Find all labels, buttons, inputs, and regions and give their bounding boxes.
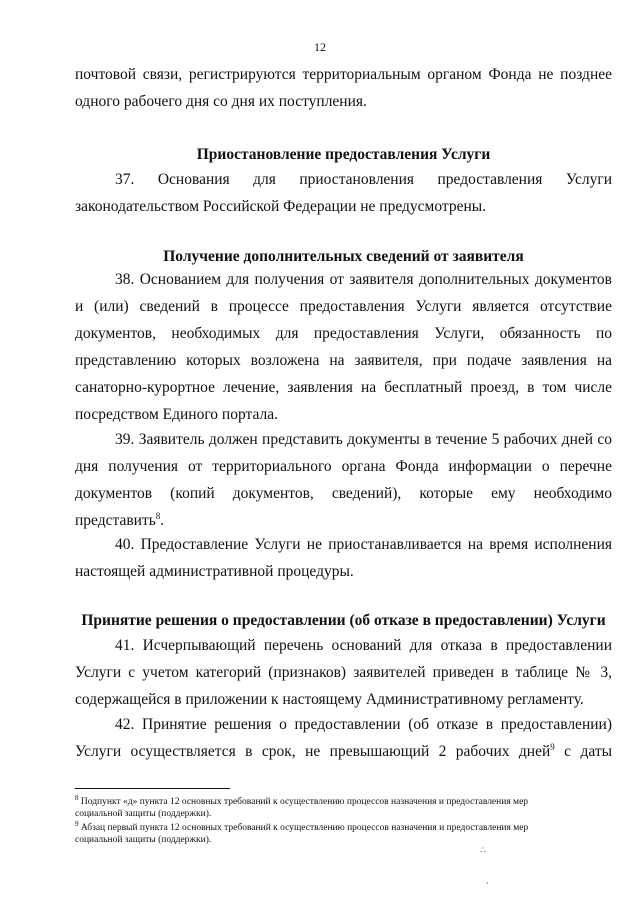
footnote-line xyxy=(75,793,612,808)
text-line: документов, необходимых для предоставления Услуги, обязанность по xyxy=(75,325,612,342)
footnote-8 xyxy=(75,793,612,820)
section-heading-decision: Принятие решения о предоставлении (об отказе в предоставлении) Услуги xyxy=(81,612,606,629)
text-line: законодательством Российской Федерации не предусмотрены. xyxy=(75,198,487,215)
paragraph-41 xyxy=(75,632,612,713)
text-line xyxy=(75,507,612,534)
text-line: и (или) сведений в процессе предоставления Услуги является отсутствие xyxy=(75,298,612,315)
text-line: 37. Основания для приостановления предоставления Услуги xyxy=(115,171,612,188)
paragraph-42 xyxy=(75,711,612,765)
text-line: почтовой связи, регистрируются территориальным органом Фонда не позднее xyxy=(75,66,612,83)
text-line: санаторно-курортное лечение, заявления на бесплатный проезд, в том числе xyxy=(75,379,612,396)
text-line: посредством Единого портала. xyxy=(75,406,278,423)
paragraph-37 xyxy=(75,166,612,220)
text-line: настоящей административной процедуры. xyxy=(75,563,354,580)
text-line: 38. Основанием для получения от заявителя дополнительных документов xyxy=(115,271,612,288)
text-line: 41. Исчерпывающий перечень оснований для отказа в предоставлении xyxy=(115,637,612,654)
text-span: с даты xyxy=(554,743,613,760)
text-line: одного рабочего дня со дня их поступления. xyxy=(75,93,367,110)
footnote-text: Абзац первый пункта 12 основных требований к осуществлению процессов назначения и предоставления мер xyxy=(78,823,529,833)
footnote-number: 9 xyxy=(75,819,79,828)
scan-speck: · xyxy=(486,878,489,888)
footnote-text: Подпункт «д» пункта 12 основных требований к осуществлению процессов назначения и предоставления мер xyxy=(78,797,529,807)
text-line: 40. Предоставление Услуги не приостанавливается на время исполнения xyxy=(115,536,612,553)
footnote-line: социальной защиты (поддержки). xyxy=(75,809,212,819)
text-line xyxy=(75,738,612,765)
footnote-9 xyxy=(75,819,612,846)
paragraph-40 xyxy=(75,531,612,585)
footnote-ref-9: 9 xyxy=(550,741,555,752)
footnote-separator xyxy=(75,788,230,789)
text-line: 39. Заявитель должен представить документы в течение 5 рабочих дней со xyxy=(115,431,612,448)
text-line: документов (копий документов, сведений), которые ему необходимо xyxy=(75,485,612,502)
text-line: содержащейся в приложении к настоящему Административному регламенту. xyxy=(75,691,584,708)
paragraph-38 xyxy=(75,266,612,428)
text-line: Услуги с учетом категорий (признаков) заявителей приведен в таблице № 3, xyxy=(75,664,612,681)
text-span: представить xyxy=(75,512,156,529)
text-span: Услуги осуществляется в срок, не превышающий 2 рабочих дней xyxy=(75,743,551,760)
page-number: 12 xyxy=(314,40,326,54)
footnote-ref-8: 8 xyxy=(155,510,161,521)
paragraph-intro xyxy=(75,61,612,115)
text-line: 42. Принятие решения о предоставлении (об отказе в предоставлении) xyxy=(115,716,612,733)
footnote-number: 8 xyxy=(75,793,79,802)
scan-speck: ∴ xyxy=(480,845,486,855)
text-line: дня получения от территориального органа Фонда информации о перечне xyxy=(75,458,612,475)
text-span: . xyxy=(160,512,165,529)
section-heading-additional-info: Получение дополнительных сведений от заявителя xyxy=(163,248,524,265)
section-heading-suspension: Приостановление предоставления Услуги xyxy=(196,146,491,163)
paragraph-39 xyxy=(75,426,612,534)
text-line: представлению которых возложена на заявителя, при подаче заявления на xyxy=(75,352,612,369)
footnote-line xyxy=(75,819,612,834)
footnote-line: социальной защиты (поддержки). xyxy=(75,835,212,845)
